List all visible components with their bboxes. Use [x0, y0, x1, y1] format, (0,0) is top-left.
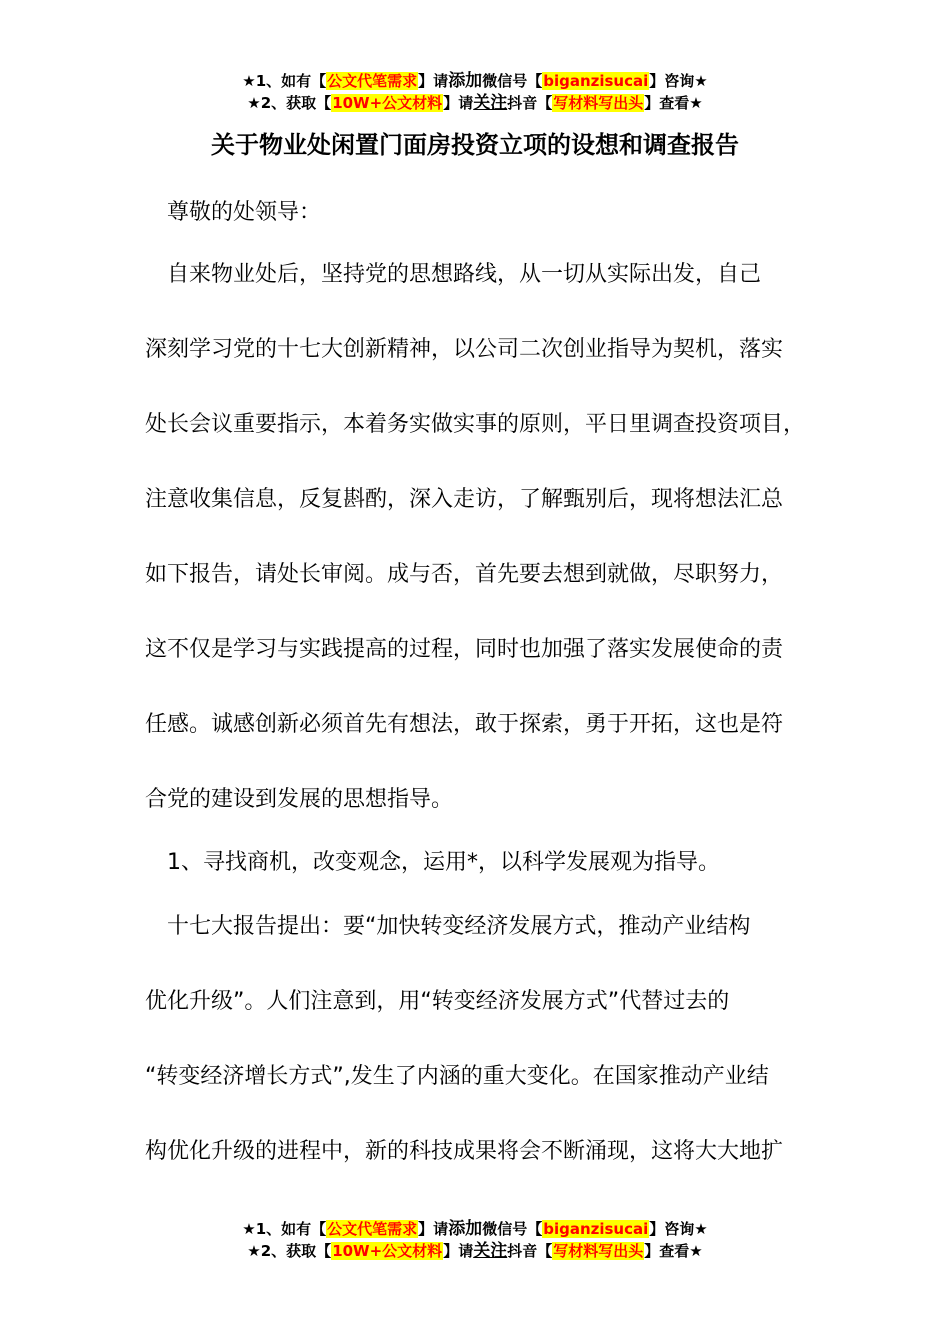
banner-highlight: 公文代笔需求: [327, 72, 418, 90]
footer-banner: [0, 1218, 950, 1262]
body-line: 优化升级”。人们注意到，用“转变经济发展方式”代替过去的: [145, 989, 730, 1014]
banner-text: 】请: [418, 1220, 449, 1238]
banner-text: 】查看★: [644, 1242, 703, 1260]
banner-line-2: [0, 1240, 950, 1262]
banner-emphasis: 添加: [448, 1219, 483, 1239]
banner-highlight: 10W+公文材料: [332, 1242, 443, 1260]
body-line: 合党的建设到发展的思想指导。: [145, 787, 454, 812]
banner-emphasis: 添加: [448, 71, 483, 91]
banner-text: 】咨询★: [649, 1220, 708, 1238]
body-line: 自来物业处后，坚持党的思想路线，从一切从实际出发，自己: [145, 262, 762, 287]
banner-text: 微信号【: [482, 72, 543, 90]
banner-text: 抖音【: [507, 1242, 553, 1260]
banner-line-1: [0, 1218, 950, 1240]
banner-highlight: 公文代笔需求: [327, 1220, 418, 1238]
banner-text: 】查看★: [644, 94, 703, 112]
document-title: 关于物业处闲置门面房投资立项的设想和调查报告: [211, 131, 739, 159]
banner-emphasis: 关注: [473, 1241, 508, 1261]
banner-highlight: 写材料写出头: [553, 94, 644, 112]
body-line: 注意收集信息，反复斟酌，深入走访，了解甄别后，现将想法汇总: [145, 487, 784, 512]
salutation: 尊敬的处领导：: [145, 200, 322, 225]
banner-text: 】请: [443, 1242, 474, 1260]
banner-emphasis: 关注: [473, 93, 508, 113]
banner-highlight: 10W+公文材料: [332, 94, 443, 112]
banner-text: 微信号【: [482, 1220, 543, 1238]
banner-text: ★2、获取【: [247, 94, 332, 112]
banner-highlight: biganzisucai: [543, 72, 649, 90]
header-banner: [0, 70, 950, 114]
body-line: 这不仅是学习与实践提高的过程，同时也加强了落实发展使命的责: [145, 637, 784, 662]
body-line: 十七大报告提出：要“加快转变经济发展方式，推动产业结构: [145, 914, 751, 939]
banner-text: ★2、获取【: [247, 1242, 332, 1260]
body-line: 构优化升级的进程中，新的科技成果将会不断涌现，这将大大地扩: [145, 1139, 784, 1164]
banner-highlight: biganzisucai: [543, 1220, 649, 1238]
body-line: 如下报告，请处长审阅。成与否，首先要去想到就做，尽职努力，: [145, 562, 784, 587]
banner-text: 】请: [418, 72, 449, 90]
banner-line-1: [0, 70, 950, 92]
banner-text: 】请: [443, 94, 474, 112]
body-line: 任感。诚感创新必须首先有想法，敢于探索，勇于开拓，这也是符: [145, 712, 784, 737]
body-line: 深刻学习党的十七大创新精神，以公司二次创业指导为契机，落实: [145, 337, 784, 362]
banner-text: ★1、如有【: [242, 1220, 327, 1238]
banner-highlight: 写材料写出头: [553, 1242, 644, 1260]
banner-text: ★1、如有【: [242, 72, 327, 90]
body-line: “转变经济增长方式”,发生了内涵的重大变化。在国家推动产业结: [145, 1064, 769, 1089]
banner-line-2: [0, 92, 950, 114]
body-line: 处长会议重要指示，本着务实做实事的原则，平日里调查投资项目，: [145, 412, 806, 437]
banner-text: 抖音【: [507, 94, 553, 112]
banner-text: 】咨询★: [649, 72, 708, 90]
section-heading: 1、寻找商机，改变观念，运用*，以科学发展观为指导。: [145, 850, 720, 875]
